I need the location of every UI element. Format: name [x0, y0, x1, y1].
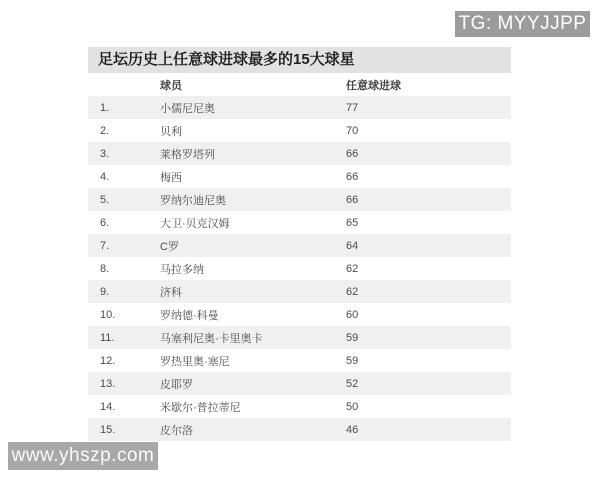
- table-header-row: [88, 73, 511, 96]
- goals-cell: 50: [346, 400, 359, 413]
- player-cell: 罗热里奥·塞尼: [160, 355, 230, 368]
- table-row: [88, 280, 511, 303]
- goals-cell: 66: [346, 170, 359, 183]
- goals-cell: 62: [346, 285, 359, 298]
- table-row: [88, 257, 511, 280]
- column-header-goals: 任意球进球: [346, 79, 401, 92]
- table-row: [88, 188, 511, 211]
- column-header-player: 球员: [160, 79, 182, 92]
- table-title: 足坛历史上任意球进球最多的15大球星: [88, 47, 511, 73]
- player-cell: 大卫·贝克汉姆: [160, 217, 230, 230]
- goals-cell: 65: [346, 216, 359, 229]
- table-row: [88, 303, 511, 326]
- player-cell: 小儒尼尼奥: [160, 102, 215, 115]
- goals-cell: 70: [346, 124, 359, 137]
- site-watermark: www.yhszp.com: [8, 442, 158, 470]
- goals-cell: 66: [346, 147, 359, 160]
- goals-cell: 62: [346, 262, 359, 275]
- player-cell: 莱格罗塔列: [160, 148, 215, 161]
- player-cell: 马塞利尼奥·卡里奥卡: [160, 332, 263, 345]
- goals-cell: 77: [346, 101, 359, 114]
- table-row: [88, 142, 511, 165]
- goals-cell: 60: [346, 308, 359, 321]
- table-row: [88, 96, 511, 119]
- ranking-table: [88, 47, 511, 441]
- table-row: [88, 395, 511, 418]
- player-cell: 济科: [160, 286, 182, 299]
- rank-cell: 8.: [100, 262, 110, 275]
- table-row: [88, 326, 511, 349]
- table-row: [88, 165, 511, 188]
- player-cell: 贝利: [160, 125, 182, 138]
- table-row: [88, 418, 511, 441]
- rank-cell: 9.: [100, 285, 110, 298]
- table-row: [88, 119, 511, 142]
- player-cell: 马拉多纳: [160, 263, 204, 276]
- rank-cell: 5.: [100, 193, 110, 206]
- rank-cell: 7.: [100, 239, 110, 252]
- player-cell: 罗纳尔迪尼奥: [160, 194, 226, 207]
- goals-cell: 64: [346, 239, 359, 252]
- rank-cell: 15.: [100, 423, 116, 436]
- goals-cell: 59: [346, 354, 359, 367]
- table-row: [88, 234, 511, 257]
- player-cell: 梅西: [160, 171, 182, 184]
- table-row: [88, 372, 511, 395]
- rank-cell: 1.: [100, 101, 110, 114]
- rank-cell: 13.: [100, 377, 116, 390]
- table-row: [88, 211, 511, 234]
- player-cell: C罗: [160, 240, 179, 253]
- goals-cell: 66: [346, 193, 359, 206]
- rank-cell: 3.: [100, 147, 110, 160]
- rank-cell: 12.: [100, 354, 116, 367]
- player-cell: 米歇尔·普拉蒂尼: [160, 401, 241, 414]
- table-row: [88, 349, 511, 372]
- rank-cell: 2.: [100, 124, 110, 137]
- goals-cell: 52: [346, 377, 359, 390]
- rank-cell: 4.: [100, 170, 110, 183]
- rank-cell: 6.: [100, 216, 110, 229]
- rank-cell: 14.: [100, 400, 116, 413]
- telegram-badge: TG: MYYJJPP: [455, 11, 590, 37]
- rank-cell: 10.: [100, 308, 116, 321]
- table-body: [88, 96, 511, 441]
- player-cell: 皮尔洛: [160, 424, 193, 437]
- player-cell: 罗纳德·科曼: [160, 309, 219, 322]
- rank-cell: 11.: [100, 331, 115, 344]
- goals-cell: 59: [346, 331, 359, 344]
- goals-cell: 46: [346, 423, 359, 436]
- player-cell: 皮耶罗: [160, 378, 193, 391]
